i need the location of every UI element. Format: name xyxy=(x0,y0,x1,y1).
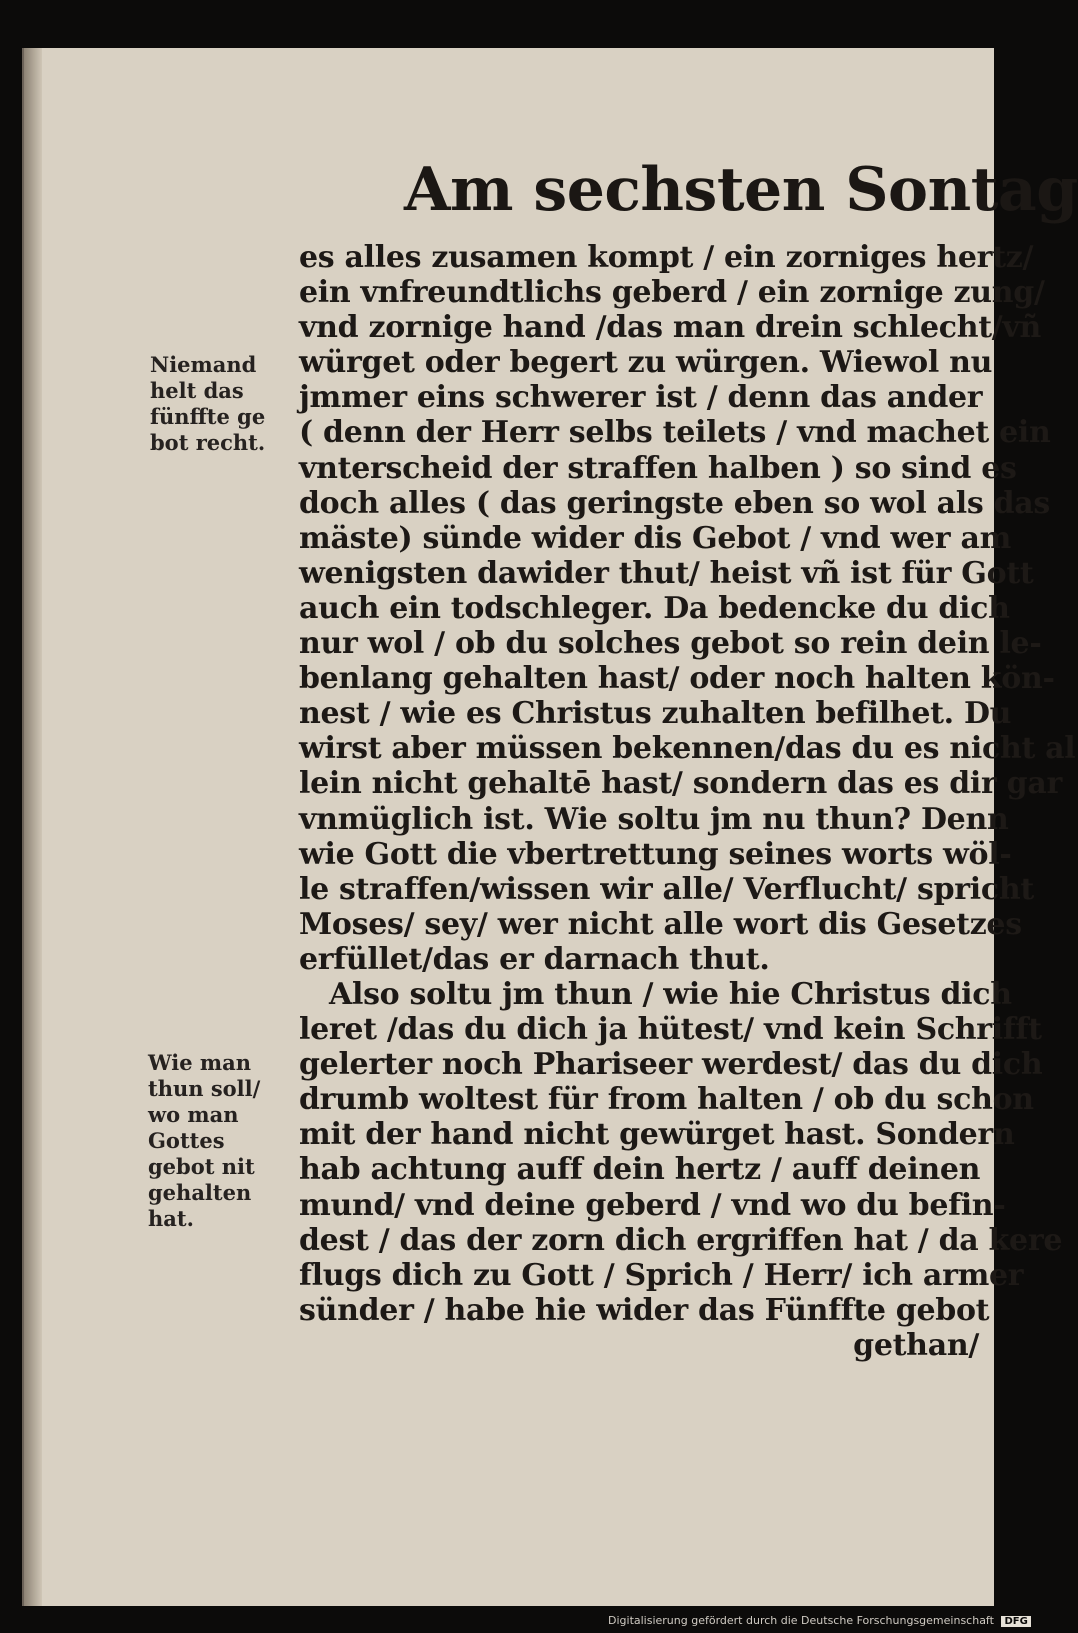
text-line: leret /das du dich ja hütest/ vnd kein Schrifft xyxy=(299,1012,1042,1048)
text-line: ( denn der Herr selbs teilets / vnd machet ein xyxy=(299,415,1051,451)
margin-note-line: Gottes xyxy=(148,1128,225,1153)
margin-note-line: gebot nit xyxy=(148,1154,255,1179)
text-line: flugs dich zu Gott / Sprich / Herr/ ich armer xyxy=(299,1257,1024,1293)
body-text xyxy=(299,240,1076,1363)
margin-note-line: bot recht. xyxy=(150,430,266,455)
margin-note-line: Wie man xyxy=(148,1050,251,1075)
margin-note-2 xyxy=(148,1050,260,1232)
dfg-logo: DFG xyxy=(1001,1616,1030,1627)
text-line: drumb woltest für from halten / ob du schon xyxy=(299,1082,1034,1118)
text-line: Moses/ sey/ wer nicht alle wort dis Gesetzes xyxy=(299,906,1022,942)
text-line: dest / das der zorn dich ergriffen hat / da kere xyxy=(299,1222,1063,1258)
text-line: le straffen/wissen wir alle/ Verflucht/ spricht xyxy=(299,871,1034,907)
text-line: lein nicht gehaltē hast/ sondern das es dir gar xyxy=(299,766,1062,802)
text-line: wenigsten dawider thut/ heist vñ ist für Gott xyxy=(299,555,1034,591)
bleed-through-mark xyxy=(314,116,414,166)
margin-note-line: helt das xyxy=(150,378,244,403)
margin-note-line: gehalten xyxy=(148,1180,252,1205)
text-line: erfüllet/das er darnach thut. xyxy=(299,941,770,977)
text-line: mit der hand nicht gewürget hast. Sondern xyxy=(299,1117,1015,1153)
text-line-paragraph-start: Also soltu jm thun / wie hie Christus dich xyxy=(329,976,1012,1012)
margin-note-line: wo man xyxy=(148,1102,239,1127)
page-spine-edge xyxy=(24,48,42,1606)
text-line: ein vnfreundtlichs geberd / ein zornige zung/ xyxy=(299,275,1045,311)
text-line: wirst aber müssen bekennen/das du es nicht al xyxy=(299,731,1076,767)
text-line: mäste) sünde wider dis Gebot / vnd wer am xyxy=(299,520,1012,556)
text-line: vnd zornige hand /das man drein schlecht/vñ xyxy=(299,310,1042,346)
margin-note-line: hat. xyxy=(148,1206,194,1231)
text-line: würget oder begert zu würgen. Wiewol nu xyxy=(299,345,993,381)
credit-text: Digitalisierung gefördert durch die Deutsche Forschungsgemeinschaft xyxy=(608,1614,994,1627)
text-line: doch alles ( das geringste eben so wol als das xyxy=(299,485,1050,521)
margin-note-line: fünffte ge xyxy=(150,404,266,429)
book-page xyxy=(22,48,1078,1606)
text-line: mund/ vnd deine geberd / vnd wo du befin- xyxy=(299,1187,1006,1223)
margin-note-line: Niemand xyxy=(150,352,257,377)
margin-note-1 xyxy=(150,352,265,456)
text-line: hab achtung auff dein hertz / auff deinen xyxy=(299,1152,981,1188)
text-line: es alles zusamen kompt / ein zorniges hertz/ xyxy=(299,240,1034,275)
text-line: nur wol / ob du solches gebot so rein dein le- xyxy=(299,626,1042,662)
text-line: benlang gehalten hast/ oder noch halten kön- xyxy=(299,661,1055,697)
text-line: jmmer eins schwerer ist / denn das ander xyxy=(299,380,983,416)
text-line: wie Gott die vbertrettung seines worts wöl- xyxy=(299,836,1012,872)
text-line: auch ein todschleger. Da bedencke du dich xyxy=(299,590,1010,626)
text-line: gelerter noch Phariseer werdest/ das du dich xyxy=(299,1047,1043,1083)
text-line: vnterscheid der straffen halben ) so sind es xyxy=(299,450,1017,486)
catchword: gethan/ xyxy=(853,1327,979,1363)
digitization-credit xyxy=(608,1614,1031,1628)
text-line: sünder / habe hie wider das Fünffte gebot xyxy=(299,1292,990,1328)
running-head: Am sechsten Sontag xyxy=(404,155,1078,225)
text-line: vnmüglich ist. Wie soltu jm nu thun? Denn xyxy=(299,801,1009,837)
text-line: nest / wie es Christus zuhalten befilhet. Du xyxy=(299,696,1012,732)
margin-note-line: thun soll/ xyxy=(148,1076,261,1101)
